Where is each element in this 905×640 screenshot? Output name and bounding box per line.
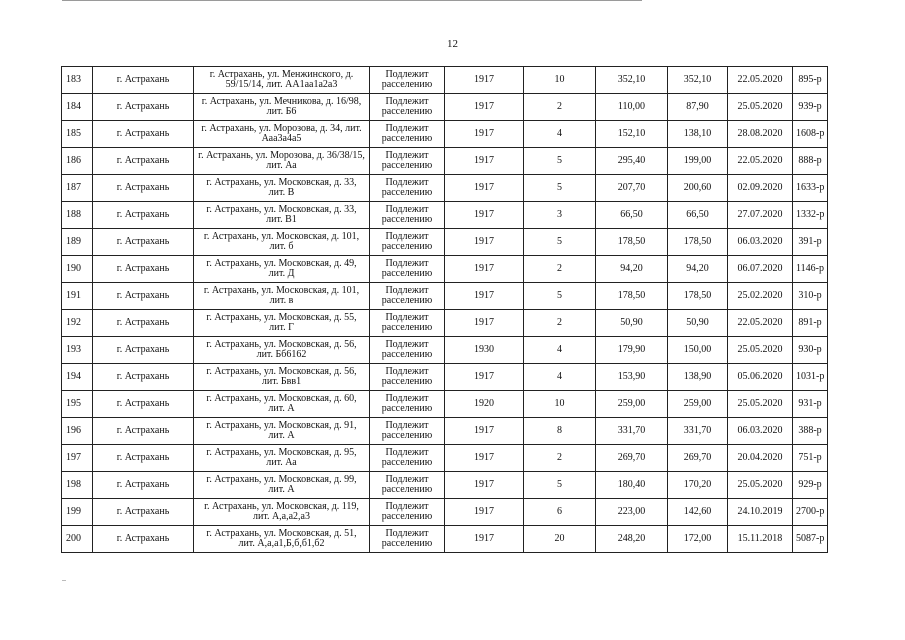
- cell-order-number: 891-р: [793, 310, 828, 337]
- cell-residents-count: 2: [524, 445, 596, 472]
- cell-decision-date: 25.05.2020: [728, 391, 793, 418]
- cell-order-number: 929-р: [793, 472, 828, 499]
- cell-area-living: 199,00: [668, 148, 728, 175]
- cell-year-built: 1917: [445, 175, 524, 202]
- cell-area-living: 66,50: [668, 202, 728, 229]
- cell-order-number: 310-р: [793, 283, 828, 310]
- cell-area-total: 178,50: [596, 229, 668, 256]
- table-row: [62, 526, 828, 553]
- cell-order-number: 1031-р: [793, 364, 828, 391]
- cell-residents-count: 5: [524, 283, 596, 310]
- cell-row-number: 200: [62, 526, 93, 553]
- cell-residents-count: 2: [524, 310, 596, 337]
- cell-area-living: 138,10: [668, 121, 728, 148]
- cell-row-number: 195: [62, 391, 93, 418]
- cell-status: Подлежит расселению: [370, 67, 445, 94]
- cell-row-number: 185: [62, 121, 93, 148]
- cell-city: г. Астрахань: [93, 472, 194, 499]
- cell-row-number: 191: [62, 283, 93, 310]
- cell-city: г. Астрахань: [93, 94, 194, 121]
- cell-address: г. Астрахань, ул. Московская, д. 99, лит. А: [194, 472, 370, 499]
- cell-year-built: 1917: [445, 283, 524, 310]
- cell-area-living: 352,10: [668, 67, 728, 94]
- cell-row-number: 187: [62, 175, 93, 202]
- cell-order-number: 1332-р: [793, 202, 828, 229]
- cell-address: г. Астрахань, ул. Московская, д. 56, лит. Бб6162: [194, 337, 370, 364]
- cell-area-living: 50,90: [668, 310, 728, 337]
- cell-area-total: 269,70: [596, 445, 668, 472]
- table-row: [62, 283, 828, 310]
- cell-residents-count: 5: [524, 148, 596, 175]
- cell-area-living: 150,00: [668, 337, 728, 364]
- table-row: [62, 229, 828, 256]
- cell-residents-count: 5: [524, 472, 596, 499]
- cell-row-number: 197: [62, 445, 93, 472]
- table-row: [62, 310, 828, 337]
- cell-address: г. Астрахань, ул. Московская, д. 33, лит. В: [194, 175, 370, 202]
- cell-year-built: 1920: [445, 391, 524, 418]
- cell-city: г. Астрахань: [93, 67, 194, 94]
- table-row: [62, 391, 828, 418]
- cell-area-total: 153,90: [596, 364, 668, 391]
- cell-decision-date: 24.10.2019: [728, 499, 793, 526]
- cell-area-total: 331,70: [596, 418, 668, 445]
- table-row: [62, 121, 828, 148]
- table-row: [62, 175, 828, 202]
- cell-year-built: 1917: [445, 229, 524, 256]
- cell-order-number: 391-р: [793, 229, 828, 256]
- cell-address: г. Астрахань, ул. Московская, д. 101, лит. б: [194, 229, 370, 256]
- cell-residents-count: 5: [524, 175, 596, 202]
- cell-area-total: 352,10: [596, 67, 668, 94]
- cell-order-number: 895-р: [793, 67, 828, 94]
- cell-address: г. Астрахань, ул. Московская, д. 33, лит. В1: [194, 202, 370, 229]
- cell-area-living: 172,00: [668, 526, 728, 553]
- cell-area-total: 94,20: [596, 256, 668, 283]
- cell-residents-count: 10: [524, 391, 596, 418]
- cell-year-built: 1917: [445, 526, 524, 553]
- cell-decision-date: 15.11.2018: [728, 526, 793, 553]
- cell-decision-date: 27.07.2020: [728, 202, 793, 229]
- cell-status: Подлежит расселению: [370, 94, 445, 121]
- cell-row-number: 186: [62, 148, 93, 175]
- table-row: [62, 94, 828, 121]
- cell-address: г. Астрахань, ул. Менжинского, д. 59/15/14, лит. АА1аа1а2а3: [194, 67, 370, 94]
- cell-order-number: 930-р: [793, 337, 828, 364]
- cell-year-built: 1917: [445, 94, 524, 121]
- table-row: [62, 337, 828, 364]
- cell-decision-date: 20.04.2020: [728, 445, 793, 472]
- cell-city: г. Астрахань: [93, 175, 194, 202]
- cell-row-number: 196: [62, 418, 93, 445]
- cell-row-number: 189: [62, 229, 93, 256]
- cell-residents-count: 4: [524, 121, 596, 148]
- cell-residents-count: 2: [524, 256, 596, 283]
- cell-address: г. Астрахань, ул. Московская, д. 56, лит. Бвв1: [194, 364, 370, 391]
- scan-mark: [62, 580, 66, 581]
- cell-year-built: 1917: [445, 445, 524, 472]
- cell-city: г. Астрахань: [93, 499, 194, 526]
- cell-area-total: 207,70: [596, 175, 668, 202]
- cell-year-built: 1917: [445, 202, 524, 229]
- cell-order-number: 931-р: [793, 391, 828, 418]
- cell-area-living: 170,20: [668, 472, 728, 499]
- cell-city: г. Астрахань: [93, 283, 194, 310]
- cell-area-total: 180,40: [596, 472, 668, 499]
- cell-address: г. Астрахань, ул. Морозова, д. 34, лит. Ааа3а4а5: [194, 121, 370, 148]
- cell-decision-date: 25.05.2020: [728, 472, 793, 499]
- cell-city: г. Астрахань: [93, 364, 194, 391]
- cell-status: Подлежит расселению: [370, 148, 445, 175]
- cell-order-number: 751-р: [793, 445, 828, 472]
- cell-address: г. Астрахань, ул. Московская, д. 95, лит. Аа: [194, 445, 370, 472]
- cell-order-number: 1146-р: [793, 256, 828, 283]
- cell-residents-count: 10: [524, 67, 596, 94]
- cell-area-living: 87,90: [668, 94, 728, 121]
- cell-status: Подлежит расселению: [370, 391, 445, 418]
- cell-city: г. Астрахань: [93, 337, 194, 364]
- table-row: [62, 364, 828, 391]
- cell-residents-count: 2: [524, 94, 596, 121]
- table-row: [62, 445, 828, 472]
- cell-area-living: 138,90: [668, 364, 728, 391]
- cell-area-total: 248,20: [596, 526, 668, 553]
- cell-area-total: 179,90: [596, 337, 668, 364]
- cell-status: Подлежит расселению: [370, 283, 445, 310]
- cell-residents-count: 20: [524, 526, 596, 553]
- cell-status: Подлежит расселению: [370, 121, 445, 148]
- cell-residents-count: 5: [524, 229, 596, 256]
- cell-year-built: 1917: [445, 418, 524, 445]
- cell-order-number: 2700-р: [793, 499, 828, 526]
- cell-decision-date: 25.05.2020: [728, 94, 793, 121]
- cell-area-total: 152,10: [596, 121, 668, 148]
- cell-area-total: 223,00: [596, 499, 668, 526]
- housing-registry-table: [61, 66, 828, 553]
- cell-city: г. Астрахань: [93, 526, 194, 553]
- cell-status: Подлежит расселению: [370, 526, 445, 553]
- cell-residents-count: 4: [524, 364, 596, 391]
- cell-row-number: 199: [62, 499, 93, 526]
- cell-year-built: 1917: [445, 310, 524, 337]
- table-row: [62, 256, 828, 283]
- cell-address: г. Астрахань, ул. Московская, д. 55, лит. Г: [194, 310, 370, 337]
- cell-row-number: 190: [62, 256, 93, 283]
- cell-decision-date: 25.05.2020: [728, 337, 793, 364]
- cell-area-total: 178,50: [596, 283, 668, 310]
- cell-status: Подлежит расселению: [370, 337, 445, 364]
- cell-city: г. Астрахань: [93, 121, 194, 148]
- cell-address: г. Астрахань, ул. Морозова, д. 36/38/15, лит. Аа: [194, 148, 370, 175]
- table-row: [62, 418, 828, 445]
- cell-year-built: 1917: [445, 499, 524, 526]
- cell-area-living: 259,00: [668, 391, 728, 418]
- cell-row-number: 198: [62, 472, 93, 499]
- cell-city: г. Астрахань: [93, 148, 194, 175]
- cell-address: г. Астрахань, ул. Московская, д. 91, лит. А: [194, 418, 370, 445]
- cell-residents-count: 6: [524, 499, 596, 526]
- cell-address: г. Астрахань, ул. Московская, д. 51, лит. А,а,а1,Б,б,б1,б2: [194, 526, 370, 553]
- cell-decision-date: 22.05.2020: [728, 148, 793, 175]
- cell-decision-date: 02.09.2020: [728, 175, 793, 202]
- cell-year-built: 1930: [445, 337, 524, 364]
- cell-order-number: 1608-р: [793, 121, 828, 148]
- cell-area-living: 331,70: [668, 418, 728, 445]
- cell-address: г. Астрахань, ул. Московская, д. 119, лит. А,а,а2,а3: [194, 499, 370, 526]
- cell-area-total: 295,40: [596, 148, 668, 175]
- cell-status: Подлежит расселению: [370, 418, 445, 445]
- cell-order-number: 388-р: [793, 418, 828, 445]
- cell-area-living: 200,60: [668, 175, 728, 202]
- cell-city: г. Астрахань: [93, 418, 194, 445]
- cell-status: Подлежит расселению: [370, 310, 445, 337]
- cell-area-living: 178,50: [668, 229, 728, 256]
- cell-row-number: 184: [62, 94, 93, 121]
- cell-address: г. Астрахань, ул. Московская, д. 60, лит. А: [194, 391, 370, 418]
- cell-address: г. Астрахань, ул. Московская, д. 101, лит. в: [194, 283, 370, 310]
- cell-year-built: 1917: [445, 364, 524, 391]
- cell-year-built: 1917: [445, 256, 524, 283]
- cell-residents-count: 4: [524, 337, 596, 364]
- cell-area-total: 66,50: [596, 202, 668, 229]
- cell-area-total: 259,00: [596, 391, 668, 418]
- cell-residents-count: 3: [524, 202, 596, 229]
- cell-address: г. Астрахань, ул. Московская, д. 49, лит. Д: [194, 256, 370, 283]
- cell-order-number: 888-р: [793, 148, 828, 175]
- cell-year-built: 1917: [445, 472, 524, 499]
- cell-area-total: 110,00: [596, 94, 668, 121]
- cell-city: г. Астрахань: [93, 229, 194, 256]
- cell-status: Подлежит расселению: [370, 472, 445, 499]
- table-row: [62, 67, 828, 94]
- cell-status: Подлежит расселению: [370, 499, 445, 526]
- cell-order-number: 1633-р: [793, 175, 828, 202]
- cell-year-built: 1917: [445, 121, 524, 148]
- cell-row-number: 188: [62, 202, 93, 229]
- top-rule: [62, 0, 642, 1]
- cell-status: Подлежит расселению: [370, 229, 445, 256]
- cell-city: г. Астрахань: [93, 256, 194, 283]
- cell-row-number: 192: [62, 310, 93, 337]
- cell-city: г. Астрахань: [93, 391, 194, 418]
- table-row: [62, 202, 828, 229]
- cell-decision-date: 05.06.2020: [728, 364, 793, 391]
- cell-year-built: 1917: [445, 67, 524, 94]
- cell-status: Подлежит расселению: [370, 256, 445, 283]
- cell-year-built: 1917: [445, 148, 524, 175]
- table-row: [62, 148, 828, 175]
- cell-residents-count: 8: [524, 418, 596, 445]
- cell-area-living: 269,70: [668, 445, 728, 472]
- cell-decision-date: 06.03.2020: [728, 418, 793, 445]
- cell-row-number: 193: [62, 337, 93, 364]
- cell-decision-date: 28.08.2020: [728, 121, 793, 148]
- cell-order-number: 939-р: [793, 94, 828, 121]
- table-row: [62, 472, 828, 499]
- cell-decision-date: 06.03.2020: [728, 229, 793, 256]
- cell-status: Подлежит расселению: [370, 445, 445, 472]
- cell-order-number: 5087-р: [793, 526, 828, 553]
- table-row: [62, 499, 828, 526]
- cell-decision-date: 06.07.2020: [728, 256, 793, 283]
- cell-city: г. Астрахань: [93, 445, 194, 472]
- cell-city: г. Астрахань: [93, 202, 194, 229]
- cell-row-number: 194: [62, 364, 93, 391]
- cell-decision-date: 25.02.2020: [728, 283, 793, 310]
- cell-area-total: 50,90: [596, 310, 668, 337]
- cell-status: Подлежит расселению: [370, 202, 445, 229]
- cell-area-living: 178,50: [668, 283, 728, 310]
- cell-status: Подлежит расселению: [370, 364, 445, 391]
- cell-decision-date: 22.05.2020: [728, 310, 793, 337]
- cell-decision-date: 22.05.2020: [728, 67, 793, 94]
- cell-area-living: 94,20: [668, 256, 728, 283]
- cell-city: г. Астрахань: [93, 310, 194, 337]
- cell-row-number: 183: [62, 67, 93, 94]
- cell-area-living: 142,60: [668, 499, 728, 526]
- cell-address: г. Астрахань, ул. Мечникова, д. 16/98, лит. Б6: [194, 94, 370, 121]
- page-number: 12: [447, 38, 458, 50]
- cell-status: Подлежит расселению: [370, 175, 445, 202]
